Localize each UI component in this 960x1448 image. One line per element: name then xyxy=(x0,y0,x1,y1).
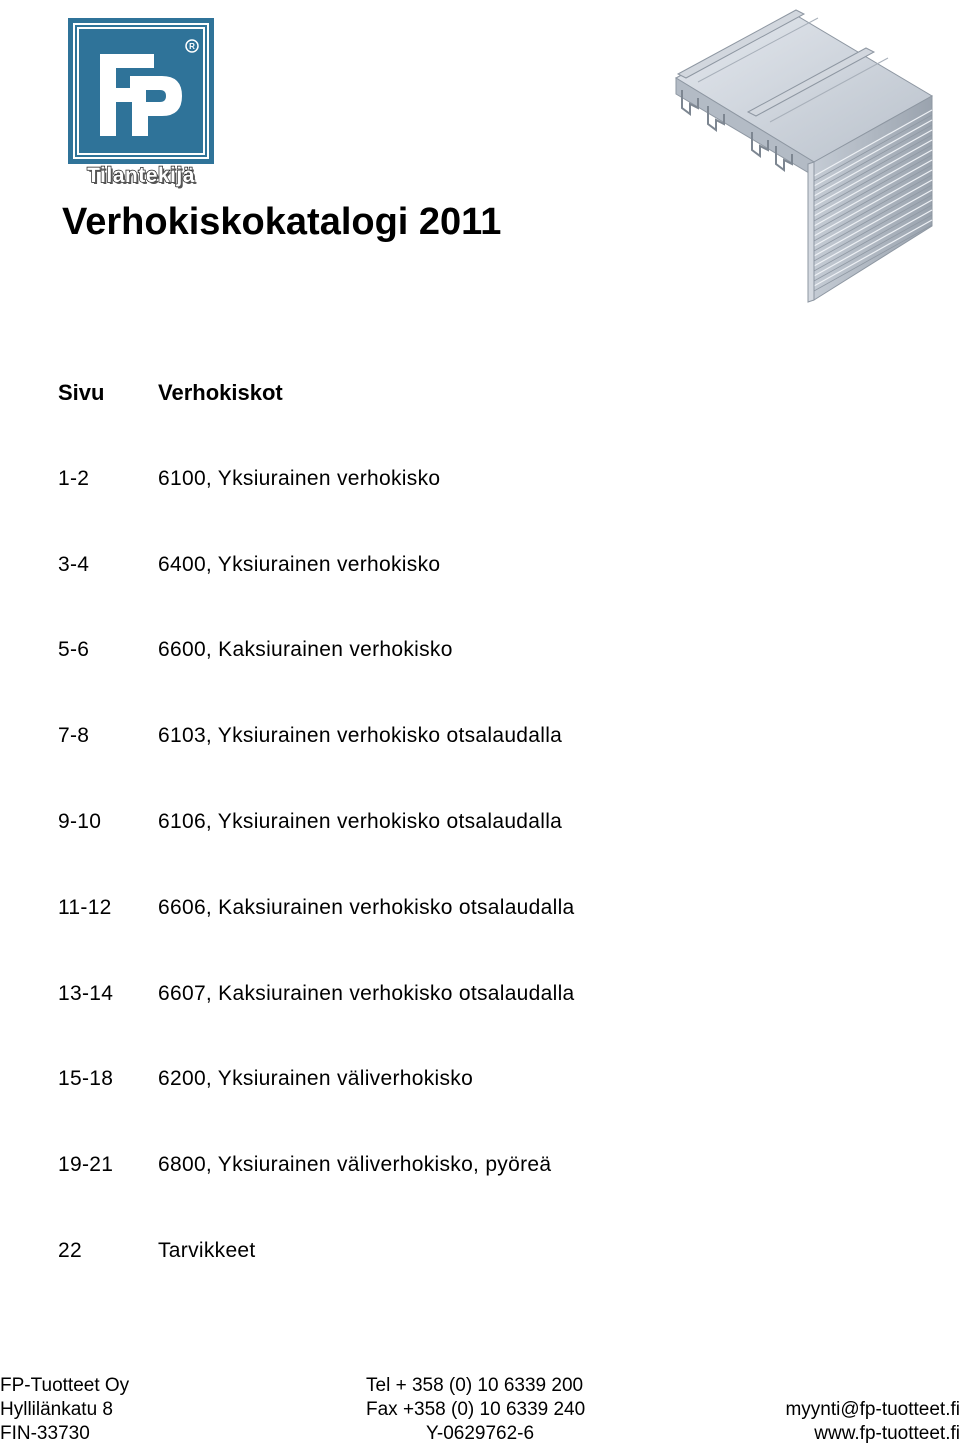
footer-address xyxy=(0,1374,129,1446)
table-of-contents xyxy=(58,376,758,1320)
footer-business-id: Y-0629762-6 xyxy=(425,1423,535,1444)
footer-company: FP-Tuotteet Oy xyxy=(0,1375,130,1396)
toc-row-page: 5-6 xyxy=(58,638,90,662)
toc-row-description: 6200, Yksiurainen väliverhokisko xyxy=(158,1067,474,1091)
toc-row xyxy=(58,462,758,548)
page-footer xyxy=(0,1374,960,1446)
toc-row-description: 6800, Yksiurainen väliverhokisko, pyöreä xyxy=(158,1153,552,1177)
toc-row xyxy=(58,1148,758,1234)
footer-contact xyxy=(366,1374,594,1446)
toc-row-page: 22 xyxy=(58,1238,82,1262)
footer-email-link[interactable]: myynti@fp-tuotteet.fi xyxy=(785,1399,960,1420)
toc-row-description: 6600, Kaksiurainen verhokisko xyxy=(158,638,453,662)
toc-row xyxy=(58,1062,758,1148)
toc-row xyxy=(58,719,758,805)
document-title: Verhokiskokatalogi 2011 xyxy=(62,201,502,243)
toc-row-description: 6606, Kaksiurainen verhokisko otsalaudalla xyxy=(158,895,575,919)
svg-text:R: R xyxy=(189,42,195,51)
fp-logo-mark xyxy=(68,18,214,164)
toc-row-page: 3-4 xyxy=(58,552,90,576)
company-logo xyxy=(52,18,230,190)
toc-row xyxy=(58,805,758,891)
footer-postal: FIN-33730 xyxy=(0,1423,90,1444)
toc-row-page: 1-2 xyxy=(58,466,90,490)
footer-tel: Tel + 358 (0) 10 6339 200 xyxy=(366,1375,584,1396)
toc-row xyxy=(58,633,758,719)
toc-row-page: 9-10 xyxy=(58,809,102,833)
toc-row-description: 6103, Yksiurainen verhokisko otsalaudalla xyxy=(158,724,563,748)
toc-header-page: Sivu xyxy=(58,380,105,405)
toc-row-description: Tarvikkeet xyxy=(158,1238,256,1262)
curtain-rail-product-image xyxy=(668,4,938,308)
toc-row-page: 13-14 xyxy=(58,981,114,1005)
toc-row-description: 6400, Yksiurainen verhokisko xyxy=(158,552,441,576)
toc-row xyxy=(58,1234,758,1320)
toc-row xyxy=(58,977,758,1063)
toc-row-page: 11-12 xyxy=(58,895,112,919)
toc-row-description: 6607, Kaksiurainen verhokisko otsalaudalla xyxy=(158,981,575,1005)
toc-row-page: 7-8 xyxy=(58,724,90,748)
footer-fax: Fax +358 (0) 10 6339 240 xyxy=(366,1399,586,1420)
toc-row-description: 6106, Yksiurainen verhokisko otsalaudalla xyxy=(158,809,563,833)
footer-street: Hyllilänkatu 8 xyxy=(0,1399,113,1420)
toc-row-description: 6100, Yksiurainen verhokisko xyxy=(158,466,441,490)
toc-row-page: 19-21 xyxy=(58,1153,114,1177)
toc-row xyxy=(58,891,758,977)
toc-row xyxy=(58,548,758,634)
logo-wordmark: Tilantekijä xyxy=(87,164,195,187)
toc-header xyxy=(58,376,758,462)
footer-online xyxy=(785,1374,960,1446)
footer-website-link[interactable]: www.fp-tuotteet.fi xyxy=(814,1423,960,1444)
toc-row-page: 15-18 xyxy=(58,1067,114,1091)
toc-header-title: Verhokiskot xyxy=(158,380,283,405)
